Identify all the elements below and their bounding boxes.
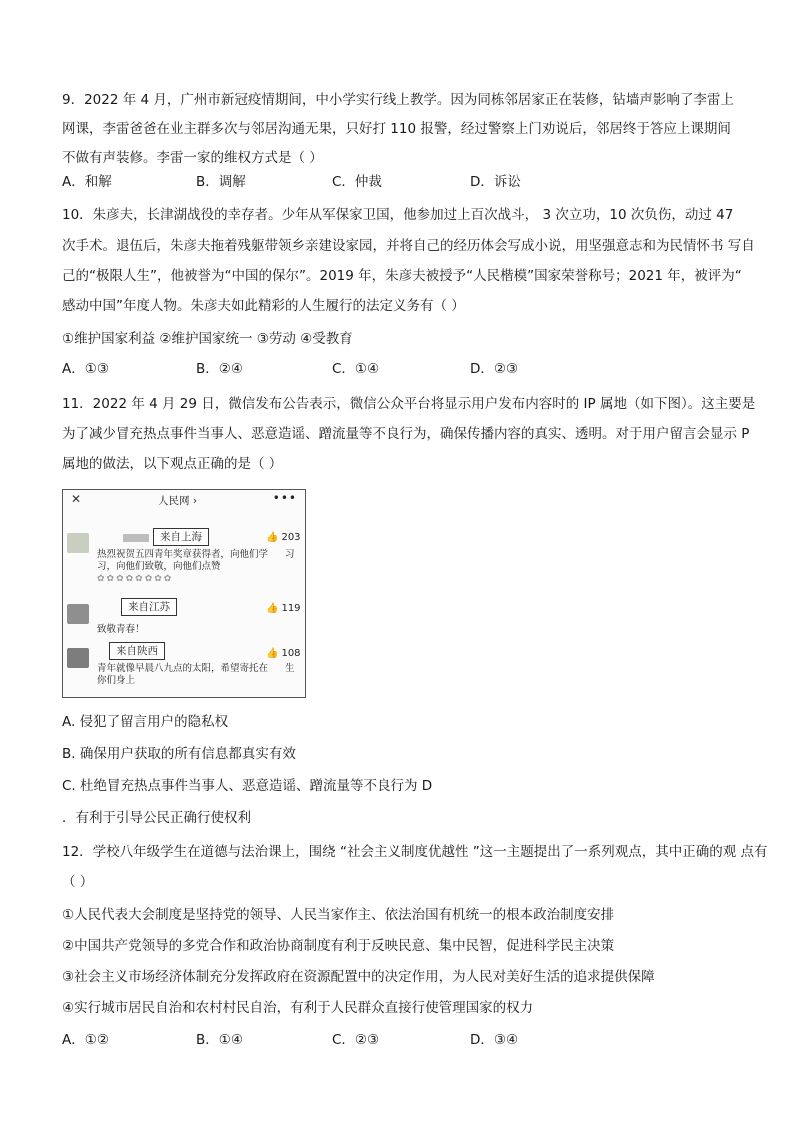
comment-text-cont: 习，向他们致敬，向他们点赞 [97, 561, 221, 572]
comment-text: 热烈祝贺五四青年奖章获得者，向他们学 [97, 549, 269, 560]
q12-statement-2: ②中国共产党领导的多党合作和政治协商制度有利于反映民意、集中民智，促进科学民主决策 [62, 938, 615, 954]
avatar [67, 648, 89, 668]
q9-stem-line2: 网课，李雷爸爸在业主群多次与邻居沟通无果，只好打 110 报警，经过警察上门劝说后，邻居终于答应上课期间 [62, 121, 731, 137]
figure-title: 人民网 › [158, 495, 198, 507]
q10-option-c[interactable]: C．①④ [332, 361, 380, 377]
q11-option-c[interactable]: C. 杜绝冒充热点事件当事人、恶意造谣、蹭流量等不良行为 D [62, 778, 433, 794]
q9-option-b[interactable]: B．调解 [196, 174, 246, 190]
comment-text: 致敬青春！ [97, 624, 145, 635]
q11-stem-line1: 11．2022 年 4 月 29 日，微信发布公告表示，微信公众平台将显示用户发布内容时的 IP 属地（如下图）。这主要是 [62, 396, 756, 412]
figure-header [63, 490, 305, 510]
q9-option-c[interactable]: C．仲裁 [332, 174, 382, 190]
q9-stem-line1: 9．2022 年 4 月，广州市新冠疫情期间，中小学实行线上教学。因为同栋邻居家正在装修，钻墙声影响了李雷上 [62, 92, 734, 108]
avatar [67, 604, 89, 624]
q12-stem-line1: 12．学校八年级学生在道德与法治课上，围绕 “社会主义制度优越性 ”这一主题提出了一系列观点，其中正确的观 点有 [62, 844, 768, 860]
q10-stem-line4: 感动中国”年度人物。朱彦夫如此精彩的人生履行的法定义务有（ ） [62, 298, 465, 314]
ip-tag: 来自江苏 [121, 598, 177, 616]
thumb-up-icon: 👍 [266, 603, 279, 614]
thumb-up-icon: 👍 [266, 532, 279, 543]
q10-stem-line1: 10．朱彦夫，长津湖战役的幸存者。少年从军保家卫国，他参加过上百次战斗， 3 次立功，10 次负伤，动过 47 [62, 207, 734, 223]
q10-stem-line2: 次手术。退伍后，朱彦夫拖着残躯带领乡亲建设家园，并将自己的经历体会写成小说，用坚强意志和为民情怀书 写自 [62, 238, 755, 254]
like-count: 👍 203 [266, 532, 301, 543]
q11-option-a[interactable]: A. 侵犯了留言用户的隐私权 [62, 714, 229, 730]
q10-option-d[interactable]: D．②③ [470, 361, 519, 377]
q12-statement-3: ③社会主义市场经济体制充分发挥政府在资源配置中的决定作用，为人民对美好生活的追求提供保障 [62, 969, 655, 985]
q12-option-b[interactable]: B．①④ [196, 1032, 243, 1048]
close-icon: ✕ [71, 492, 82, 506]
redacted-username [123, 534, 149, 542]
q12-options [62, 1030, 742, 1050]
q10-stem-line3: 己的“极限人生”，他被誉为“中国的保尔”。2019 年，朱彦夫被授予“人民楷模”国家荣誉称号；2021 年，被评为“ [62, 268, 742, 284]
like-count: 👍 108 [266, 648, 301, 659]
ip-tag: 来自上海 [153, 528, 209, 546]
q11-stem-line3: 属地的做法，以下观点正确的是（ ） [62, 456, 283, 472]
q9-stem-line3: 不做有声装修。李雷一家的维权方式是（ ） [62, 150, 323, 166]
q12-option-a[interactable]: A．①② [62, 1032, 109, 1048]
comment-text-cont: 你们身上 [97, 675, 136, 686]
comment-side-char: 生 [285, 663, 295, 674]
q11-stem-line2: 为了减少冒充热点事件当事人、恶意造谣、蹭流量等不良行为，确保传播内容的真实、透明。对于用户留言会显示 P [62, 426, 750, 442]
q9-option-d[interactable]: D．诉讼 [470, 174, 521, 190]
q11-option-d[interactable]: ．有利于引导公民正确行使权利 [62, 810, 251, 826]
q9-options [62, 172, 742, 192]
comment-text: 青年就像早晨八九点的太阳，希望寄托在 [97, 663, 269, 674]
comment-side-char: 习 [285, 549, 295, 560]
q10-option-a[interactable]: A．①③ [62, 361, 109, 377]
avatar [67, 533, 89, 553]
thumb-up-icon: 👍 [266, 648, 279, 659]
q12-statement-1: ①人民代表大会制度是坚持党的领导、人民当家作主、依法治国有机统一的根本政治制度安排 [62, 907, 615, 923]
q10-choices: ①维护国家利益 ②维护国家统一 ③劳动 ④受教育 [62, 331, 353, 347]
q10-option-b[interactable]: B．②④ [196, 361, 243, 377]
q11-option-b[interactable]: B. 确保用户获取的所有信息都真实有效 [62, 746, 296, 762]
q9-option-a[interactable]: A．和解 [62, 174, 112, 190]
q10-options [62, 359, 742, 379]
q12-option-c[interactable]: C．②③ [332, 1032, 380, 1048]
q12-stem-line2: （ ） [62, 874, 94, 890]
emoji-row: ✿✿✿✿✿✿✿✿ [97, 574, 174, 584]
more-icon: ••• [272, 491, 297, 505]
like-count: 👍 119 [266, 603, 301, 614]
q12-statement-4: ④实行城市居民自治和农村村民自治，有利于人民群众直接行使管理国家的权力 [62, 1000, 534, 1016]
ip-location-screenshot [62, 489, 306, 698]
q12-option-d[interactable]: D．③④ [470, 1032, 519, 1048]
ip-tag: 来自陕西 [109, 642, 165, 660]
